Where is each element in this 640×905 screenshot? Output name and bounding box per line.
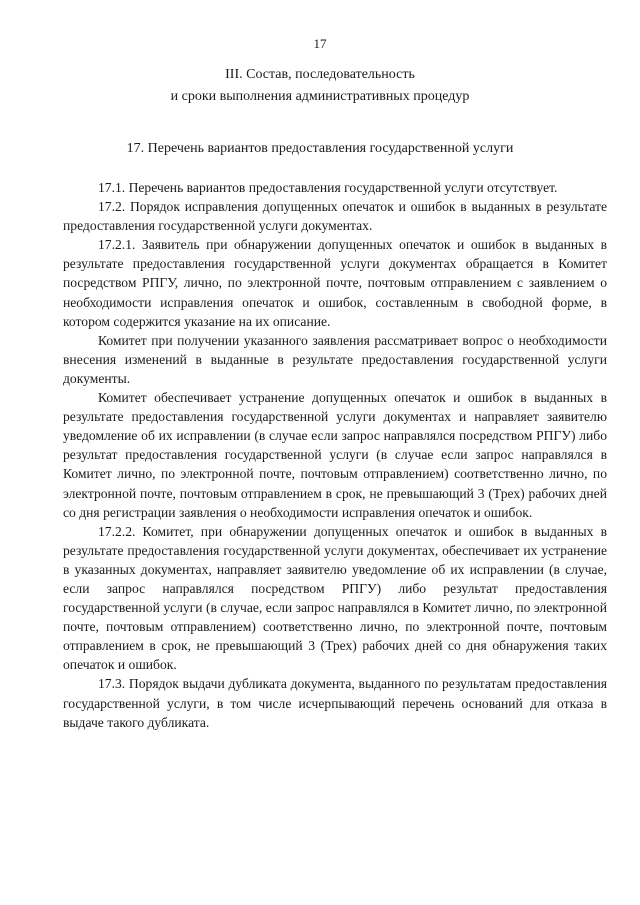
paragraph-17-2: 17.2. Порядок исправления допущенных опечаток и ошибок в выданных в результате предоставления государственной услуги документах. <box>63 199 607 234</box>
paragraph-17-2-2: 17.2.2. Комитет, при обнаружении допущенных опечаток и ошибок в выданных в результате предоставления государственной услуги документах, обеспечивает их устранение в указанных документах, направляет заявителю уведомление об их исправлении (в случае, если запрос направлялся посредством РПГУ) либо результат предоставления государственной услуги (в случае, если запрос направлялся в Комитет лично, по электронной почте, почтовым отправлением) соответственно лично, по электронной почте, почтовым отправлением в срок, не превышающий 3 (Трех) рабочих дней со дня обнаружения таких опечаток и ошибок. <box>63 523 607 673</box>
paragraph-17-1: 17.1. Перечень вариантов предоставления государственной услуги отсутствует. <box>98 180 558 195</box>
page-number: 17 <box>313 36 327 51</box>
subsection-heading: 17. Перечень вариантов предоставления государственной услуги <box>126 141 514 156</box>
paragraph-committee-review: Комитет при получении указанного заявления рассматривает вопрос о необходимости внесения изменений в выданные в результате предоставления государственной услуги документы. <box>63 332 607 386</box>
section-title-line-2: и сроки выполнения административных процедур <box>170 89 470 104</box>
body-text <box>63 178 607 732</box>
section-title-line-1: III. Состав, последовательность <box>225 67 415 82</box>
section-heading <box>0 64 640 108</box>
paragraph-17-2-1: 17.2.1. Заявитель при обнаружении допущенных опечаток и ошибок в выданных в результате предоставления государственной услуги документах обращается в Комитет посредством РПГУ, лично, по электронной почте, почтовым отправлением с заявлением о необходимости исправления опечаток и ошибок, составленным в свободной форме, в котором содержится указание на их описание. <box>63 237 607 329</box>
paragraph-committee-correction: Комитет обеспечивает устранение допущенных опечаток и ошибок в выданных в результате предоставления государственной услуги документах и направляет заявителю уведомление об их исправлении (в случае если запрос направлялся посредством РПГУ) либо результат предоставления государственной услуги (в случае если запрос направлялся в Комитет лично, по электронной почте, почтовым отправлением) соответственно лично, по электронной почте, почтовым отправлением в срок, не превышающий 3 (Трех) рабочих дней со дня регистрации заявления о необходимости исправления опечаток и ошибок. <box>63 390 607 520</box>
paragraph-17-3: 17.3. Порядок выдачи дубликата документа, выданного по результатам предоставления государственной услуги, в том числе исчерпывающий перечень оснований для отказа в выдаче такого дубликата. <box>63 676 607 730</box>
